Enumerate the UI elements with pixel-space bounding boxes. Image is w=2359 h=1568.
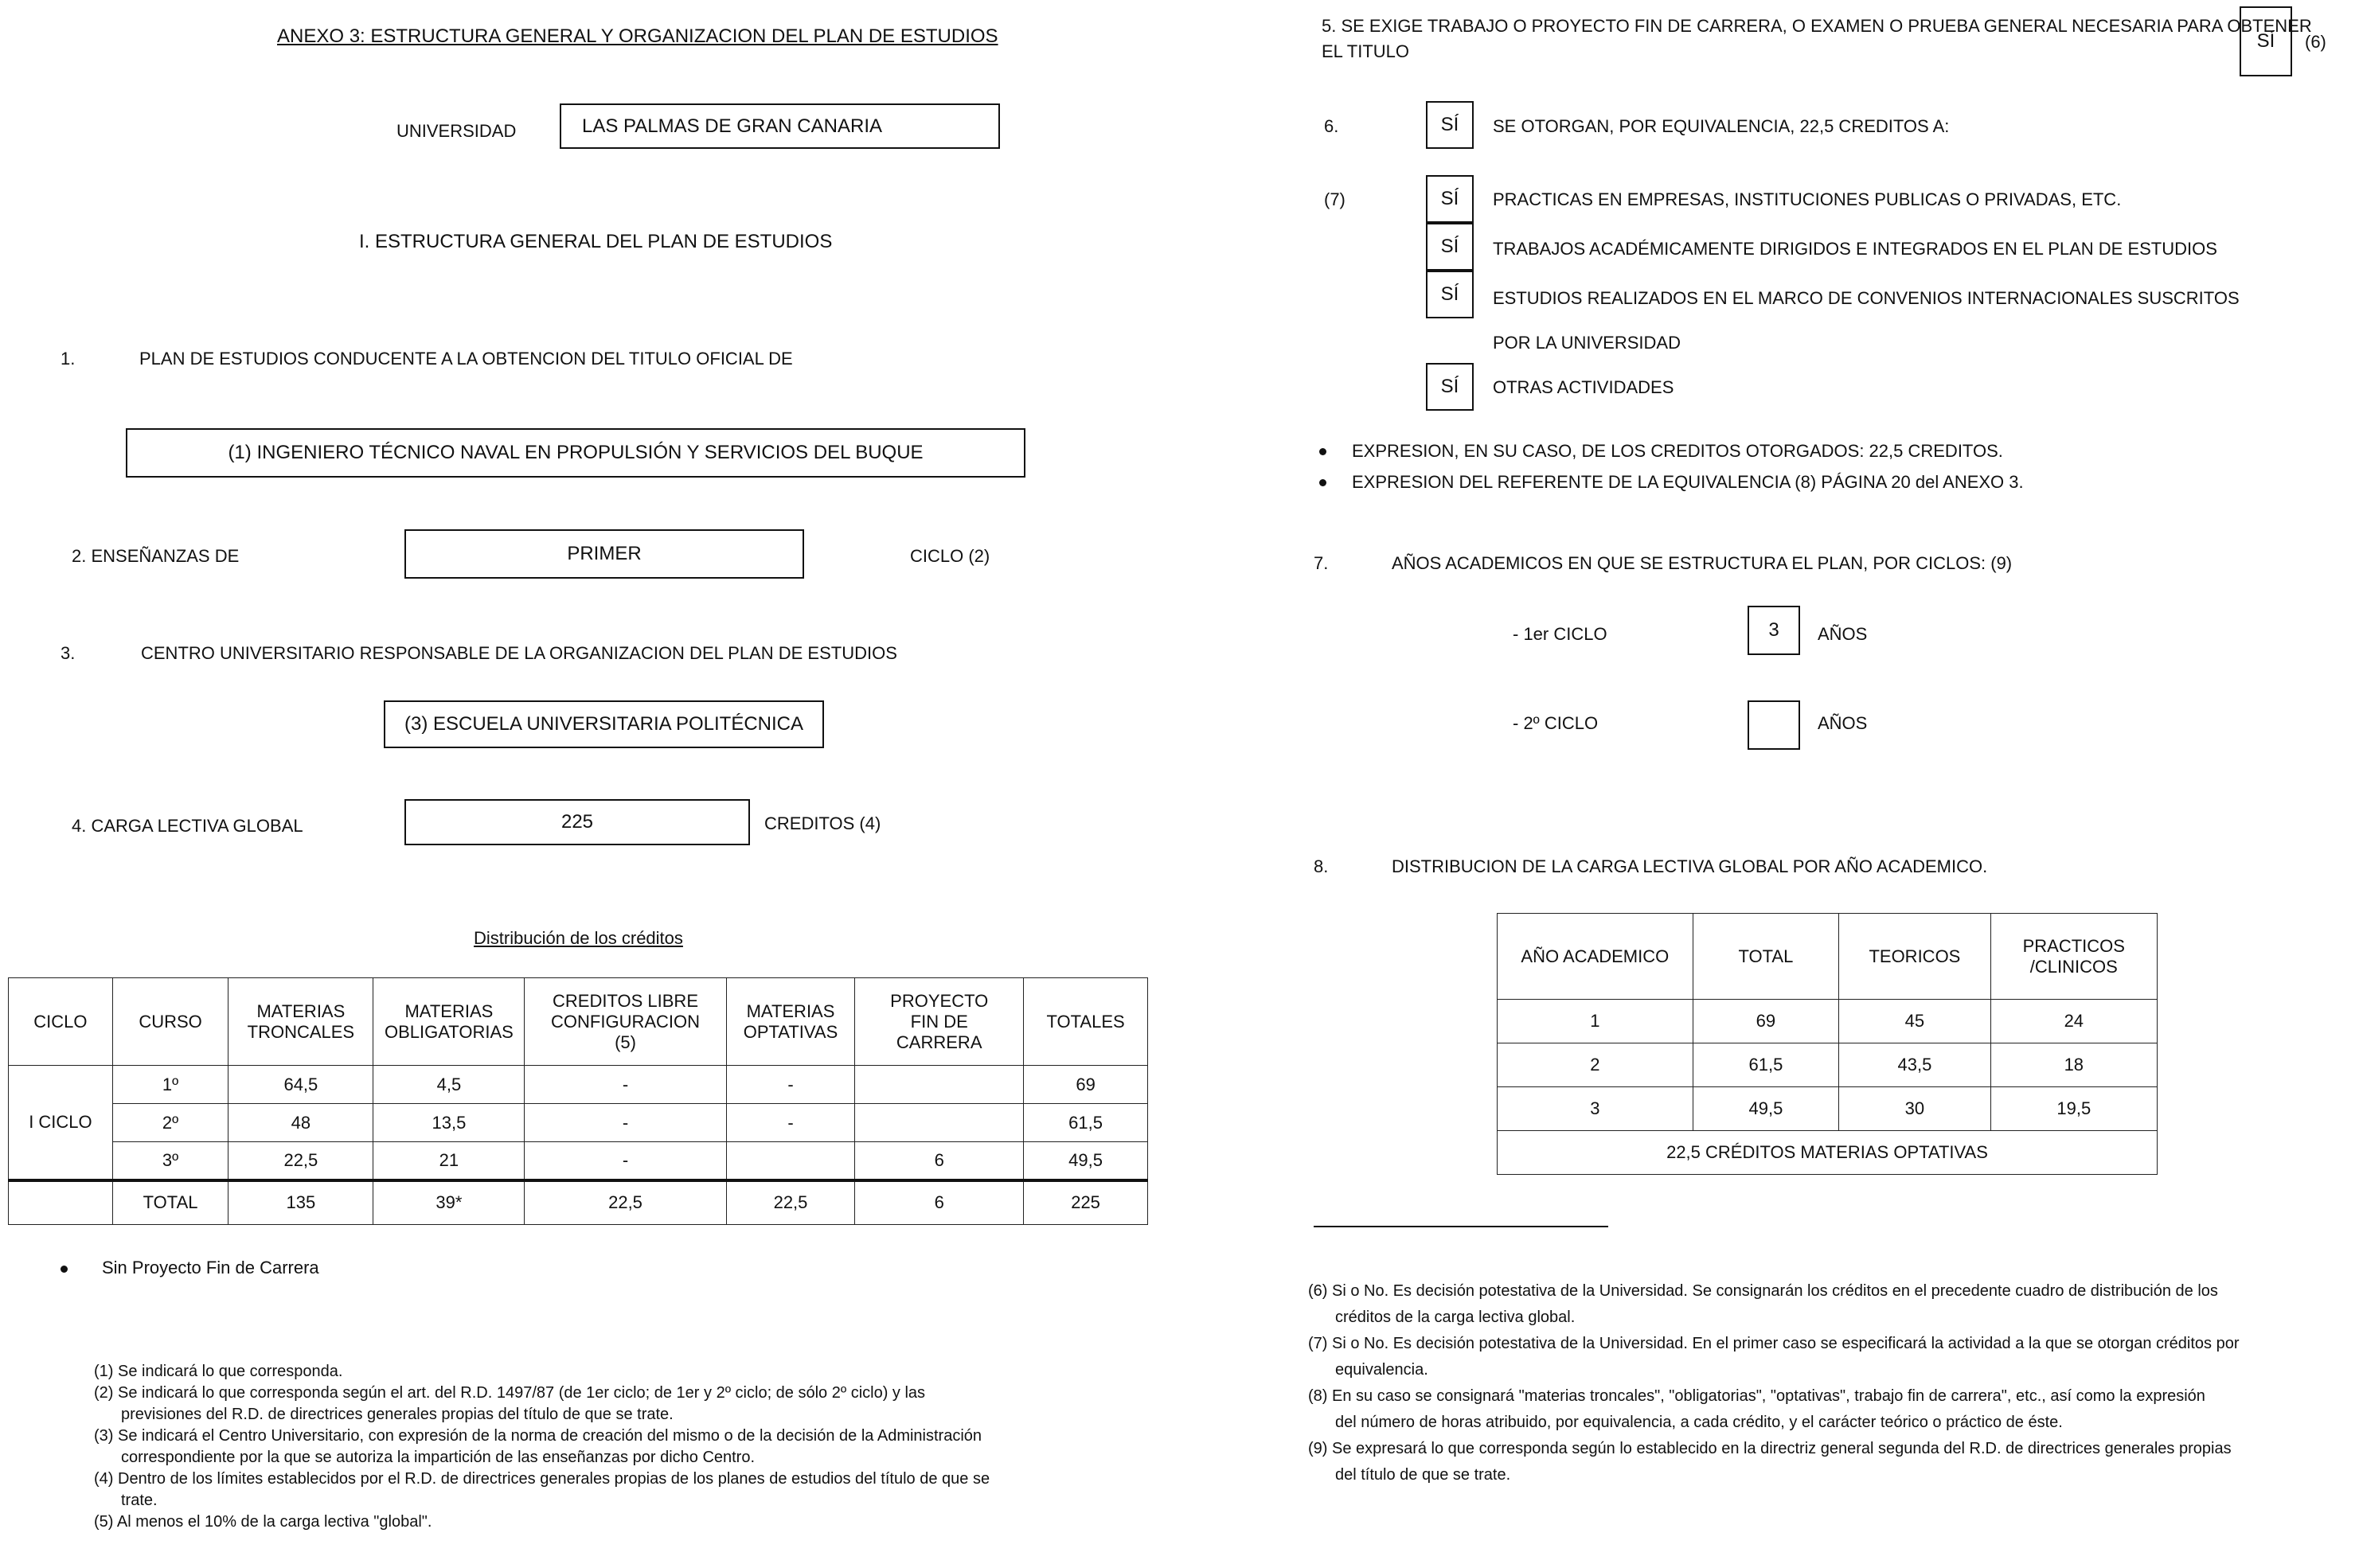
right-footnotes: [1308, 1278, 2343, 1488]
centro-value: (3) ESCUELA UNIVERSITARIA POLITÉCNICA: [404, 713, 803, 735]
item5-box: [2240, 6, 2292, 76]
yearly-load-table: [1497, 913, 2158, 1175]
item6-text: SE OTORGAN, POR EQUIVALENCIA, 22,5 CREDITOS A:: [1493, 116, 1950, 136]
header-cell: CICLO: [9, 978, 113, 1066]
item1-number: 1.: [61, 349, 76, 369]
distribution-title: Distribución de los créditos: [474, 928, 683, 948]
table-cell: [855, 1104, 1024, 1142]
table-cell: 3º: [112, 1142, 228, 1180]
table-cell: [726, 1142, 855, 1180]
ciclo-field: [404, 529, 804, 579]
titulo-value: (1) INGENIERO TÉCNICO NAVAL EN PROPULSIÓN Y SERVICIOS DEL BUQUE: [228, 442, 924, 463]
table-row: [9, 1066, 1148, 1104]
table-cell: 64,5: [228, 1066, 373, 1104]
table-header-row: [1498, 914, 2158, 1000]
bullet-icon: [61, 1266, 68, 1273]
table-cell: 22,5: [525, 1180, 726, 1225]
equiv-text-otras: OTRAS ACTIVIDADES: [1493, 377, 1674, 397]
table-cell: [855, 1066, 1024, 1104]
titulo-field: [126, 428, 1025, 478]
equiv-box-estudios: [1426, 271, 1474, 318]
footnote-continuation: correspondiente por la que se autoriza la impartición de las enseñanzas por dicho Centro.: [121, 1449, 756, 1466]
table-cell: 2: [1498, 1043, 1693, 1087]
table-cell: 135: [228, 1180, 373, 1225]
footnote: (7) Si o No. Es decisión potestativa de la Universidad. En el primer caso se especificará la actividad a la que se otorgan créditos por: [1308, 1335, 2240, 1352]
bullet-icon: [1319, 448, 1326, 455]
table-cell: 22,5: [228, 1142, 373, 1180]
equiv-value: SÍ: [1440, 376, 1459, 397]
table-cell: 61,5: [1024, 1104, 1148, 1142]
table-cell: 61,5: [1693, 1043, 1839, 1087]
footnote-separator: [1314, 1226, 1608, 1227]
universidad-value: LAS PALMAS DE GRAN CANARIA: [582, 115, 882, 137]
item5-ref: (6): [2305, 32, 2326, 52]
anos-label: AÑOS: [1818, 713, 1868, 733]
footnote-continuation: previsiones del R.D. de directrices generales propias del título de que se trate.: [121, 1406, 674, 1423]
header-cell: TEORICOS: [1839, 914, 1990, 1000]
table-cell: -: [726, 1066, 855, 1104]
header-cell: MATERIAS OBLIGATORIAS: [373, 978, 525, 1066]
ciclo-cell: I CICLO: [9, 1066, 113, 1180]
centro-field: [384, 700, 824, 748]
table-cell: 69: [1024, 1066, 1148, 1104]
item1-text: PLAN DE ESTUDIOS CONDUCENTE A LA OBTENCION DEL TITULO OFICIAL DE: [139, 349, 793, 369]
expression-creditos: EXPRESION, EN SU CASO, DE LOS CREDITOS OTORGADOS: 22,5 CREDITOS.: [1352, 441, 2003, 461]
item8-text: DISTRIBUCION DE LA CARGA LECTIVA GLOBAL POR AÑO ACADEMICO.: [1392, 856, 1988, 876]
equiv-box-trabajos: [1426, 223, 1474, 271]
ciclo2-box: [1748, 700, 1800, 750]
header-cell: MATERIAS TRONCALES: [228, 978, 373, 1066]
item6-number: 6.: [1324, 116, 1339, 136]
equiv-value: SÍ: [1440, 283, 1459, 305]
table-cell: 24: [1990, 1000, 2157, 1043]
item7-number: 7.: [1314, 553, 1329, 573]
annex-title: ANEXO 3: ESTRUCTURA GENERAL Y ORGANIZACION DEL PLAN DE ESTUDIOS: [277, 25, 998, 47]
item2-suffix: CICLO (2): [910, 546, 990, 566]
footnote-continuation: trate.: [121, 1492, 158, 1509]
footnote: (8) En su caso se consignará "materias troncales", "obligatorias", "optativas", trabajo fin de carrera", etc., así como la expresión: [1308, 1387, 2205, 1405]
ciclo1-box: [1748, 606, 1800, 655]
table-cell: 225: [1024, 1180, 1148, 1225]
header-cell: PRACTICOS /CLINICOS: [1990, 914, 2157, 1000]
footnote: (5) Al menos el 10% de la carga lectiva "global".: [94, 1513, 432, 1531]
ciclo1-label: - 1er CICLO: [1513, 624, 1607, 644]
equiv-text-estudios: ESTUDIOS REALIZADOS EN EL MARCO DE CONVENIOS INTERNACIONALES SUSCRITOS: [1493, 288, 2240, 308]
table-cell: 6: [855, 1180, 1024, 1225]
table-cell: 13,5: [373, 1104, 525, 1142]
equiv-box-otras: [1426, 363, 1474, 411]
table-cell: [9, 1180, 113, 1225]
ciclo2-label: - 2º CICLO: [1513, 713, 1599, 733]
bullet-icon: [1319, 479, 1326, 486]
item7-ref: (7): [1324, 189, 1345, 209]
item4-label: 4. CARGA LECTIVA GLOBAL: [72, 816, 303, 836]
table-cell: 48: [228, 1104, 373, 1142]
table-cell: 2º: [112, 1104, 228, 1142]
credits-distribution-table: [8, 977, 1148, 1225]
footnote: (2) Se indicará lo que corresponda según el art. del R.D. 1497/87 (de 1er ciclo; de 1er y 2º ciclo; de sólo 2º ciclo) y las: [94, 1384, 926, 1402]
table-cell: 4,5: [373, 1066, 525, 1104]
footnote-continuation: créditos de la carga lectiva global.: [1335, 1309, 1576, 1326]
table-cell: 19,5: [1990, 1087, 2157, 1131]
table-cell: 22,5: [726, 1180, 855, 1225]
universidad-field: [560, 103, 1000, 149]
section-title: I. ESTRUCTURA GENERAL DEL PLAN DE ESTUDIOS: [359, 231, 833, 252]
item6-value: SÍ: [1440, 114, 1459, 135]
item6-box: [1426, 101, 1474, 149]
equiv-value: SÍ: [1440, 236, 1459, 257]
item5-text-cont: EL TITULO: [1322, 41, 1410, 61]
item2-label: 2. ENSEÑANZAS DE: [72, 546, 240, 566]
header-cell: CREDITOS LIBRE CONFIGURACION (5): [525, 978, 726, 1066]
footnote-continuation: del título de que se trate.: [1335, 1466, 1511, 1484]
table-cell: -: [525, 1066, 726, 1104]
footnote: (1) Se indicará lo que corresponda.: [94, 1363, 343, 1380]
table-cell: 6: [855, 1142, 1024, 1180]
header-cell: AÑO ACADEMICO: [1498, 914, 1693, 1000]
table-cell: TOTAL: [112, 1180, 228, 1225]
header-cell: MATERIAS OPTATIVAS: [726, 978, 855, 1066]
ciclo-value: PRIMER: [567, 543, 642, 564]
item7-text: AÑOS ACADEMICOS EN QUE SE ESTRUCTURA EL PLAN, POR CICLOS: (9): [1392, 553, 2013, 573]
table-cell: 49,5: [1024, 1142, 1148, 1180]
table-footer-row: [1498, 1131, 2158, 1175]
table-footer-cell: 22,5 CRÉDITOS MATERIAS OPTATIVAS: [1498, 1131, 2158, 1175]
item3-number: 3.: [61, 643, 76, 663]
item3-text: CENTRO UNIVERSITARIO RESPONSABLE DE LA ORGANIZACION DEL PLAN DE ESTUDIOS: [141, 643, 897, 663]
expression-referente: EXPRESION DEL REFERENTE DE LA EQUIVALENCIA (8) PÁGINA 20 del ANEXO 3.: [1352, 472, 2024, 492]
carga-value: 225: [560, 811, 594, 833]
table-row: [1498, 1000, 2158, 1043]
item8-number: 8.: [1314, 856, 1329, 876]
table-cell: 69: [1693, 1000, 1839, 1043]
bullet-note: Sin Proyecto Fin de Carrera: [102, 1258, 319, 1277]
footnote: (9) Se expresará lo que corresponda según lo establecido en la directriz general segunda del R.D. de directrices generales propias: [1308, 1440, 2232, 1457]
table-cell: 45: [1839, 1000, 1990, 1043]
table-cell: -: [525, 1142, 726, 1180]
table-header-row: [9, 978, 1148, 1066]
table-cell: 1: [1498, 1000, 1693, 1043]
footnote: (4) Dentro de los límites establecidos por el R.D. de directrices generales propias de los planes de estudios del título de que se: [94, 1470, 990, 1488]
table-cell: 18: [1990, 1043, 2157, 1087]
footnote-continuation: del número de horas atribuido, por equivalencia, a cada crédito, y el carácter teórico o práctico de éste.: [1335, 1414, 2063, 1431]
table-cell: 43,5: [1839, 1043, 1990, 1087]
equiv-box-practicas: [1426, 175, 1474, 223]
table-cell: 30: [1839, 1087, 1990, 1131]
table-cell: 3: [1498, 1087, 1693, 1131]
item5-value: SÍ: [2256, 30, 2275, 52]
footnote: (6) Si o No. Es decisión potestativa de la Universidad. Se consignarán los créditos en el precedente cuadro de distribución de los: [1308, 1282, 2218, 1300]
table-cell: 21: [373, 1142, 525, 1180]
header-cell: CURSO: [112, 978, 228, 1066]
footnote-continuation: equivalencia.: [1335, 1361, 1428, 1379]
header-cell: TOTAL: [1693, 914, 1839, 1000]
ciclo1-value: 3: [1768, 619, 1779, 641]
header-cell: PROYECTO FIN DE CARRERA: [855, 978, 1024, 1066]
equiv-text-trabajos: TRABAJOS ACADÉMICAMENTE DIRIGIDOS E INTEGRADOS EN EL PLAN DE ESTUDIOS: [1493, 239, 2217, 259]
equiv-text-practicas: PRACTICAS EN EMPRESAS, INSTITUCIONES PUBLICAS O PRIVADAS, ETC.: [1493, 189, 2122, 209]
table-cell: -: [525, 1104, 726, 1142]
table-cell: -: [726, 1104, 855, 1142]
table-row: [9, 1104, 1148, 1142]
equiv-value: SÍ: [1440, 188, 1459, 209]
table-row: [1498, 1087, 2158, 1131]
table-row: [9, 1142, 1148, 1180]
equiv-text-estudios-cont: POR LA UNIVERSIDAD: [1493, 333, 1681, 353]
left-footnotes: [94, 1361, 1129, 1533]
table-cell: 39*: [373, 1180, 525, 1225]
table-total-row: [9, 1180, 1148, 1225]
table-row: [1498, 1043, 2158, 1087]
footnote: (3) Se indicará el Centro Universitario, con expresión de la norma de creación del mismo o de la decisión de la Administración: [94, 1427, 982, 1445]
universidad-label: UNIVERSIDAD: [396, 121, 517, 141]
table-cell: 1º: [112, 1066, 228, 1104]
item5-text: 5. SE EXIGE TRABAJO O PROYECTO FIN DE CARRERA, O EXAMEN O PRUEBA GENERAL NECESARIA PARA OBTENER: [1322, 16, 2312, 36]
anos-label: AÑOS: [1818, 624, 1868, 644]
item4-suffix: CREDITOS (4): [764, 813, 881, 833]
header-cell: TOTALES: [1024, 978, 1148, 1066]
carga-field: [404, 799, 750, 845]
table-cell: 49,5: [1693, 1087, 1839, 1131]
